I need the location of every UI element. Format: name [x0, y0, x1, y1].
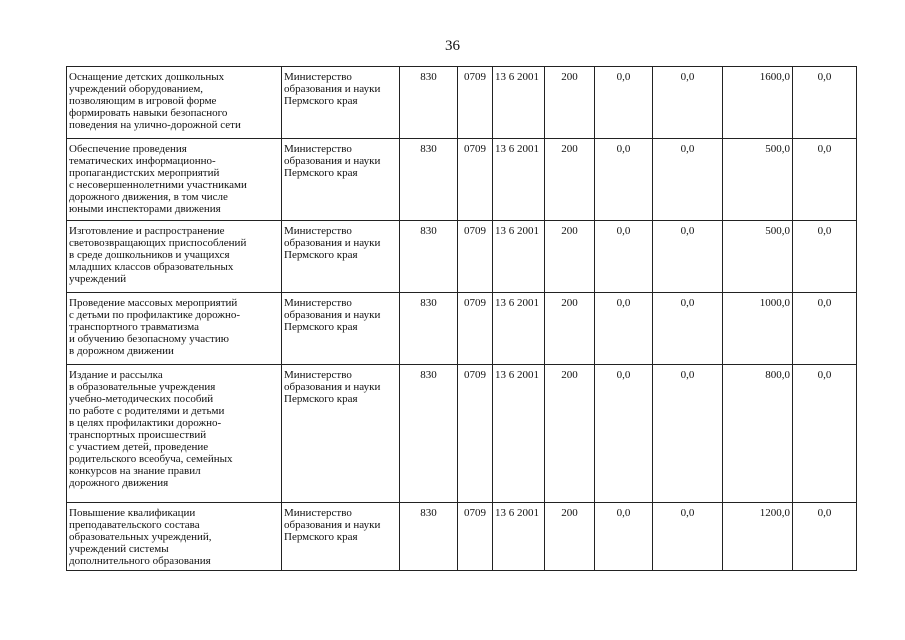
expense-type-code: 200 [545, 139, 595, 221]
amount-2: 0,0 [653, 365, 723, 503]
budget-table [66, 66, 857, 571]
expense-type-code: 200 [545, 67, 595, 139]
table-row [67, 365, 857, 503]
page-number: 36 [445, 38, 460, 54]
expense-type-code: 200 [545, 503, 595, 571]
amount-2: 0,0 [653, 67, 723, 139]
amount-2: 0,0 [653, 221, 723, 293]
responsible-ministry: Министерство образования и науки Пермского края [282, 67, 400, 139]
amount-2: 0,0 [653, 293, 723, 365]
amount-3: 800,0 [723, 365, 793, 503]
responsible-ministry: Министерство образования и науки Пермского края [282, 503, 400, 571]
amount-1: 0,0 [595, 293, 653, 365]
table-row [67, 67, 857, 139]
section-code: 0709 [458, 67, 493, 139]
expense-type-code: 200 [545, 365, 595, 503]
amount-1: 0,0 [595, 139, 653, 221]
section-code: 0709 [458, 139, 493, 221]
amount-2: 0,0 [653, 139, 723, 221]
section-code: 0709 [458, 293, 493, 365]
measure-description: Проведение массовых мероприятий с детьми по профилактике дорожно- транспортного травматизма и обучению безопасному участию в дорожном движении [67, 293, 282, 365]
amount-4: 0,0 [793, 293, 857, 365]
section-code: 0709 [458, 221, 493, 293]
responsible-ministry: Министерство образования и науки Пермского края [282, 365, 400, 503]
target-article-code: 13 6 2001 [493, 221, 545, 293]
amount-1: 0,0 [595, 503, 653, 571]
amount-1: 0,0 [595, 67, 653, 139]
measure-description: Обеспечение проведения тематических информационно- пропагандистских мероприятий с несовершеннолетними участниками дорожного движения, в том числе юными инспекторами движения [67, 139, 282, 221]
grbs-code: 830 [400, 503, 458, 571]
grbs-code: 830 [400, 365, 458, 503]
target-article-code: 13 6 2001 [493, 365, 545, 503]
responsible-ministry: Министерство образования и науки Пермского края [282, 293, 400, 365]
amount-1: 0,0 [595, 365, 653, 503]
table-row [67, 221, 857, 293]
amount-3: 1600,0 [723, 67, 793, 139]
target-article-code: 13 6 2001 [493, 67, 545, 139]
table-row [67, 293, 857, 365]
target-article-code: 13 6 2001 [493, 293, 545, 365]
responsible-ministry: Министерство образования и науки Пермского края [282, 139, 400, 221]
amount-3: 500,0 [723, 221, 793, 293]
grbs-code: 830 [400, 139, 458, 221]
measure-description: Оснащение детских дошкольных учреждений оборудованием, позволяющим в игровой форме формировать навыки безопасного поведения на улично-дорожной сети [67, 67, 282, 139]
measure-description: Повышение квалификации преподавательского состава образовательных учреждений, учреждений системы дополнительного образования [67, 503, 282, 571]
expense-type-code: 200 [545, 221, 595, 293]
amount-2: 0,0 [653, 503, 723, 571]
table-body [67, 67, 857, 571]
amount-4: 0,0 [793, 365, 857, 503]
amount-4: 0,0 [793, 503, 857, 571]
amount-1: 0,0 [595, 221, 653, 293]
expense-type-code: 200 [545, 293, 595, 365]
measure-description: Издание и рассылка в образовательные учреждения учебно-методических пособий по работе с родителями и детьми в целях профилактики дорожно- транспортных происшествий с участием детей, проведение родительского всеобуча, семейных конкурсов на знание правил дорожного движения [67, 365, 282, 503]
grbs-code: 830 [400, 293, 458, 365]
section-code: 0709 [458, 503, 493, 571]
grbs-code: 830 [400, 221, 458, 293]
table-row [67, 139, 857, 221]
target-article-code: 13 6 2001 [493, 503, 545, 571]
grbs-code: 830 [400, 67, 458, 139]
amount-4: 0,0 [793, 139, 857, 221]
target-article-code: 13 6 2001 [493, 139, 545, 221]
measure-description: Изготовление и распространение световозвращающих приспособлений в среде дошкольников и учащихся младших классов образовательных учреждений [67, 221, 282, 293]
amount-3: 1000,0 [723, 293, 793, 365]
table-row [67, 503, 857, 571]
amount-4: 0,0 [793, 67, 857, 139]
amount-4: 0,0 [793, 221, 857, 293]
amount-3: 1200,0 [723, 503, 793, 571]
amount-3: 500,0 [723, 139, 793, 221]
section-code: 0709 [458, 365, 493, 503]
responsible-ministry: Министерство образования и науки Пермского края [282, 221, 400, 293]
